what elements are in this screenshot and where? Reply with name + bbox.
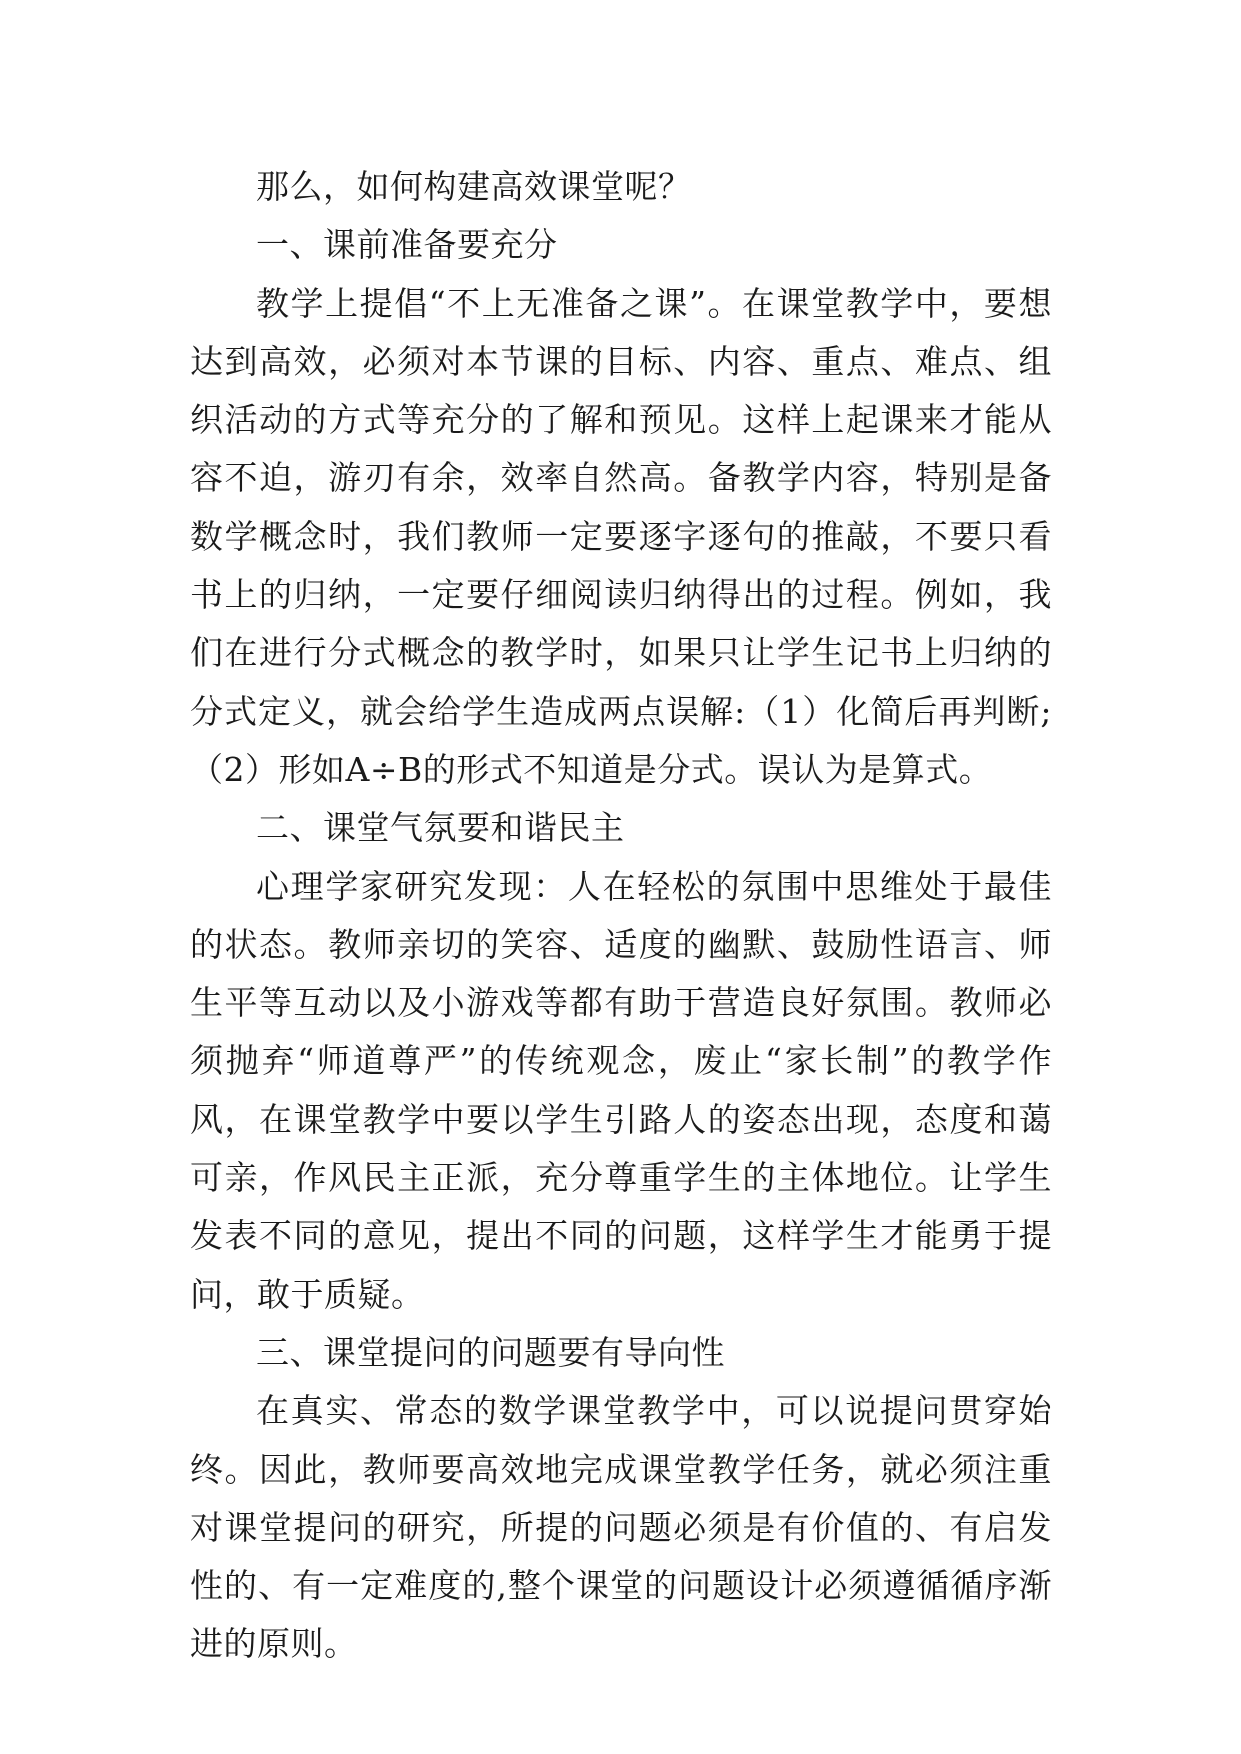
section-3-paragraph: 在真实、常态的数学课堂教学中，可以说提问贯穿始终。因此，教师要高效地完成课堂教学任务，就必须注重对课堂提问的研究，所提的问题必须是有价值的、有启发性的、有一定难度的,整个课堂的问题设计必须遵循循序渐进的原则。 <box>190 1391 1052 1664</box>
document-body <box>190 158 1052 1674</box>
section-3-heading: 三、课堂提问的问题要有导向性 <box>256 1332 725 1372</box>
section-2-paragraph: 心理学家研究发现：人在轻松的氛围中思维处于最佳的状态。教师亲切的笑容、适度的幽默、鼓励性语言、师生平等互动以及小游戏等都有助于营造良好氛围。教师必须抛弃“师道尊严”的传统观念，废止“家长制”的教学作风，在课堂教学中要以学生引路人的姿态出现，态度和蔼可亲，作风民主正派，充分尊重学生的主体地位。让学生发表不同的意见，提出不同的问题，这样学生才能勇于提问，敢于质疑。 <box>190 866 1052 1314</box>
section-1-heading: 一、课前准备要充分 <box>256 225 558 265</box>
intro-paragraph: 那么，如何构建高效课堂呢？ <box>256 167 692 206</box>
section-2-heading: 二、课堂气氛要和谐民主 <box>256 808 625 848</box>
section-1-paragraph: 教学上提倡“不上无准备之课”。在课堂教学中，要想达到高效，必须对本节课的目标、内容、重点、难点、组织活动的方式等充分的了解和预见。这样上起课来才能从容不迫，游刃有余，效率自然高。备教学内容，特别是备数学概念时，我们教师一定要逐字逐句的推敲，不要只看书上的归纳，一定要仔细阅读归纳得出的过程。例如，我们在进行分式概念的教学时，如果只让学生记书上归纳的分式定义，就会给学生造成两点误解:（1）化简后再判断;（2）形如A÷B的形式不知道是分式。误认为是算式。 <box>190 283 1052 789</box>
